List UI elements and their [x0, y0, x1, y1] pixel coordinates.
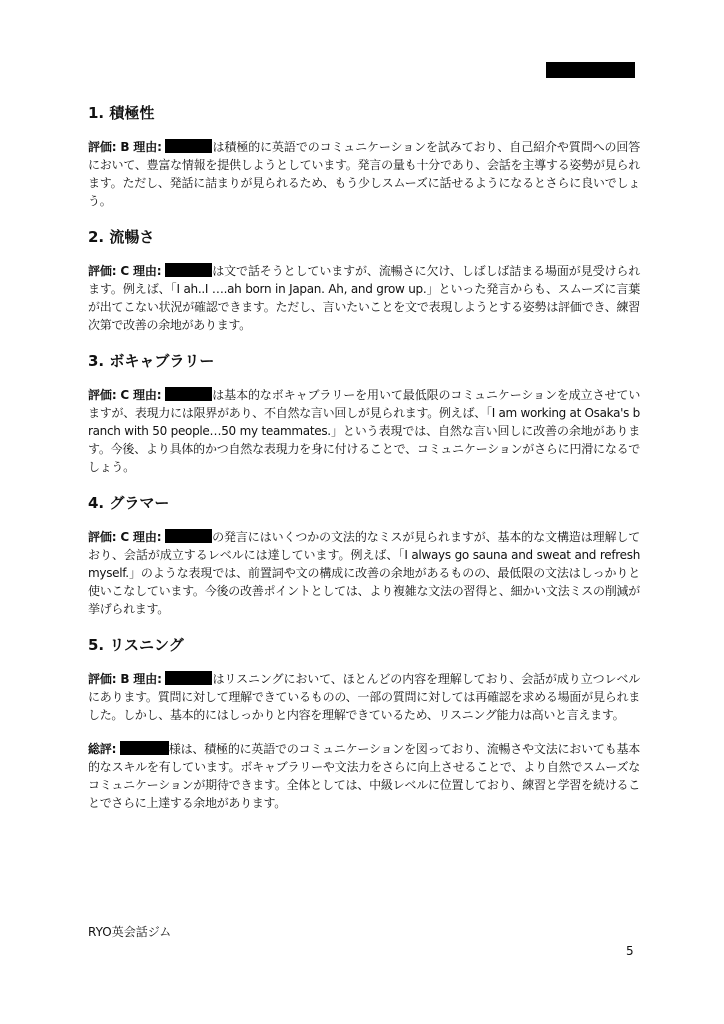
reason-text: はリスニングにおいて、ほとんどの内容を理解しており、会話が成り立つレベルにあります。質問に対して理解できているものの、一部の質問に対しては再確認を求める場面が見られました。しかし、基本的にはしっかりと内容を理解できているため、リスニング能力は高いと言えます。: [88, 672, 641, 722]
redacted-name: [120, 741, 169, 755]
section-fluency: [88, 226, 640, 334]
header-redaction-bar: [546, 62, 635, 78]
rating-label: 評価: C 理由:: [88, 530, 162, 544]
rating-label: 評価: C 理由:: [88, 388, 162, 402]
section-body: [88, 386, 640, 476]
section-body: [88, 138, 640, 210]
reason-text: は基本的なボキャブラリーを用いて最低限のコミュニケーションを成立させていますが、表現力には限界があり、不自然な言い回しが見られます。例えば、「I am working at Osaka's branch with 50 people…50 my teammates.」という表現では、自然な言い回しに改善の余地があります。今後、より具体的かつ自然な表現力を身に付けることで、コミュニケーションがさらに円滑になるでしょう。: [88, 388, 641, 474]
section-body: [88, 262, 640, 334]
section-title: 4. グラマー: [88, 494, 170, 512]
summary-label: 総評:: [88, 742, 117, 756]
reason-text: は文で話そうとしていますが、流暢さに欠け、しばしば詰まる場面が見受けられます。例えば、「I ah..I ….ah born in Japan. Ah, and grow up.」といった発言からも、スムーズに言葉が出てこない状況が確認できます。ただし、言いたいことを文で表現しようとする姿勢は評価でき、練習次第で改善の余地があります。: [88, 264, 640, 332]
section-listening: [88, 634, 640, 724]
section-body: [88, 670, 640, 724]
rating-label: 評価: B 理由:: [88, 672, 162, 686]
section-title: 5. リスニング: [88, 636, 184, 654]
section-body: [88, 528, 640, 618]
section-grammar: [88, 492, 640, 618]
redacted-name: [165, 139, 212, 153]
summary-text: 様は、積極的に英語でのコミュニケーションを図っており、流暢さや文法においても基本的なスキルを有しています。ボキャブラリーや文法力をさらに向上させることで、より自然でスムーズなコミュニケーションが期待できます。全体としては、中級レベルに位置しており、練習と学習を続けることでさらに上達する余地があります。: [88, 742, 641, 810]
summary-body: [88, 740, 640, 812]
section-title: 1. 積極性: [88, 104, 155, 122]
redacted-name: [165, 671, 212, 685]
redacted-name: [165, 263, 212, 277]
section-vocabulary: [88, 350, 640, 476]
section-title: 3. ボキャブラリー: [88, 352, 215, 370]
reason-text: は積極的に英語でのコミュニケーションを試みており、自己紹介や質問への回答において、豊富な情報を提供しようとしています。発言の量も十分であり、会話を主導する姿勢が見られます。ただし、発話に詰まりが見られるため、もう少しスムーズに話せるようになるとさらに良いでしょう。: [88, 140, 641, 208]
section-summary: [88, 740, 640, 812]
footer-brand: RYO英会話ジム: [88, 925, 172, 939]
redacted-name: [165, 529, 212, 543]
reason-text: の発言にはいくつかの文法的なミスが見られますが、基本的な文構造は理解しており、会話が成立するレベルには達しています。例えば、「I always go sauna and sweat and refresh myself.」のような表現では、前置詞や文の構成に改善の余地があるものの、最低限の文法はしっかりと使いこなしています。今後の改善ポイントとしては、より複雑な文法の習得と、細かい文法ミスの削減が挙げられます。: [88, 530, 641, 616]
evaluation-report: [88, 102, 640, 828]
rating-label: 評価: C 理由:: [88, 264, 162, 278]
page-number: 5: [626, 944, 634, 958]
rating-label: 評価: B 理由:: [88, 140, 162, 154]
section-title: 2. 流暢さ: [88, 228, 155, 246]
section-proactiveness: [88, 102, 640, 210]
redacted-name: [165, 387, 212, 401]
